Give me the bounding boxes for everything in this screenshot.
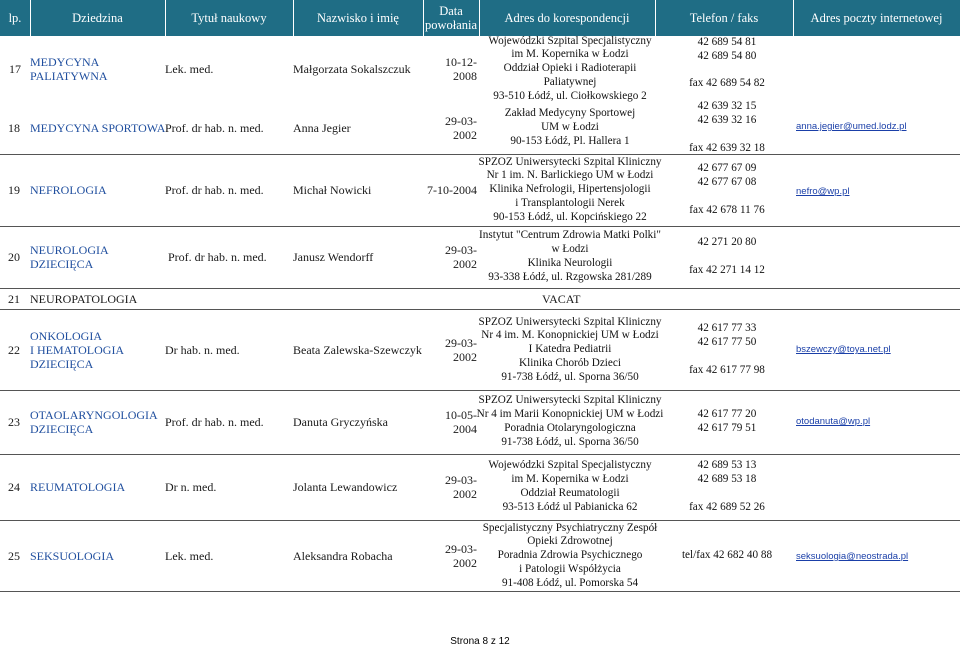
row-nazwisko: Jolanta Lewandowicz [293,480,398,494]
telefon-line: 42 617 77 33 [697,322,757,335]
adres-line: SPZOZ Uniwersytecki Szpital Kliniczny [478,394,662,407]
row-data: 10-05-2004 [445,408,477,436]
telefon-line: fax 42 639 32 18 [689,141,765,154]
dziedzina-line: PALIATYWNA [30,69,108,83]
adres-line: Oddział Reumatologii [520,487,620,499]
header-data-line2: powołania [424,18,478,32]
row-lp: 23 [8,415,20,429]
row-nazwisko: Małgorzata Sokalszczuk [293,62,411,76]
row-dziedzina [30,36,165,102]
row-nazwisko: Aleksandra Robacha [293,549,393,563]
table-row [0,454,960,520]
row-adres [482,454,658,520]
adres-line: 93-510 Łódź, ul. Ciołkowskiego 2 [493,89,647,102]
row-tytul: Lek. med. [165,549,214,563]
row-adres [478,310,662,390]
table-header [0,0,960,36]
dziedzina-line: DZIECIĘCA [30,422,94,436]
adres-line: 91-408 Łódź, ul. Pomorska 54 [501,576,639,589]
row-telefon [658,454,796,520]
telefon-line: fax 42 271 14 12 [689,263,765,276]
telefon-line: 42 617 77 50 [697,336,757,349]
adres-line: i Transplantologii Nerek [515,196,625,209]
adres-line: 90-153 Łódź, Pl. Hallera 1 [510,134,630,147]
adres-line: Opieki Zdrowotnej [527,535,613,548]
adres-line: Specjalistyczny Psychiatryczny Zespół [482,521,658,534]
row-lp: 24 [8,480,20,494]
telefon-line: fax 42 689 52 26 [689,500,765,513]
row-nazwisko: Michał Nowicki [293,183,372,197]
table-row [0,226,960,288]
telefon-line: fax 42 689 54 82 [689,77,765,90]
telefon-line [726,350,729,364]
adres-line: Wojewódzki Szpital Specjalistyczny [488,459,652,472]
row-telefon [658,520,796,592]
email-link[interactable]: nefro@wp.pl [796,186,850,197]
row-data: 29-03-2002 [445,114,477,142]
telefon-line [726,128,729,142]
dziedzina-line: I HEMATOLOGIA [30,343,125,357]
row-data: 29-03-2002 [445,473,477,501]
adres-line: UM w Łodzi [541,121,599,134]
header-dziedzina: Dziedzina [72,11,123,25]
header-data [423,0,479,36]
adres-line: Poradnia Otolaryngologiczna [504,422,636,434]
row-dziedzina: REUMATOLOGIA [30,480,126,494]
row-telefon [658,390,796,454]
row-dziedzina [30,390,165,454]
adres-line: Zakład Medycyny Sportowej [504,107,636,120]
row-data: 7-10-2004 [427,183,477,197]
table-row [0,520,960,592]
adres-line: im M. Kopernika w Łodzi [511,473,629,486]
email-link[interactable]: otodanuta@wp.pl [796,416,871,427]
adres-line: Paliatywnej [543,75,597,88]
adres-line: SPZOZ Uniwersytecki Szpital Kliniczny [478,155,662,168]
adres-line: Klinika Neurologii [527,257,613,269]
row-adres [482,36,658,102]
row-adres [482,520,658,592]
telefon-line [726,250,729,264]
row-data: 10-12-2008 [445,55,477,83]
adres-line: Poradnia Zdrowia Psychicznego [497,549,643,562]
dziedzina-line: MEDYCYNA [30,55,100,69]
row-nazwisko: Beata Zalewska-Szewczyk [293,343,422,357]
dziedzina-line: OTAOLARYNGOLOGIA [30,408,158,422]
row-lp: 21 [8,292,20,306]
row-nazwisko: Danuta Gryczyńska [293,415,388,429]
header-adres: Adres do korespondencji [504,11,630,25]
adres-line: I Katedra Pediatrii [528,343,612,356]
adres-line: Nr 4 im. M. Konopnickiej UM w Łodzi [481,329,659,342]
row-telefon [658,226,796,288]
telefon-line: 42 689 54 80 [697,49,757,62]
telefon-line: 42 271 20 80 [697,236,757,249]
row-dziedzina: MEDYCYNA SPORTOWA [30,121,166,135]
telefon-line: 42 639 32 15 [697,100,757,113]
row-tytul: Lek. med. [165,62,214,76]
row-telefon [658,154,796,226]
telefon-line [726,64,729,78]
telefon-line: 42 677 67 08 [697,176,757,189]
table-row [0,102,960,154]
page-footer: Strona 8 z 12 [450,636,510,647]
row-lp: 19 [8,183,20,197]
adres-line: Wojewódzki Szpital Specjalistyczny [488,34,652,47]
telefon-line: 42 689 53 13 [697,459,757,472]
row-lp: 18 [8,121,20,135]
table-row [0,154,960,226]
dziedzina-line: ONKOLOGIA [30,329,102,343]
adres-line: 91-738 Łódź, ul. Sporna 36/50 [501,370,639,383]
row-adres [476,390,664,454]
adres-line: i Patologii Współżycia [519,562,621,575]
adres-line: w Łodzi [551,243,589,256]
row-adres [482,102,658,154]
table-row [0,288,960,310]
header-nazwisko: Nazwisko i imię [317,11,399,25]
row-nazwisko: Anna Jegier [293,121,351,135]
adres-line: Klinika Chorób Dzieci [519,356,621,369]
adres-line: 93-513 Łódź ul Pabianicka 62 [502,500,638,513]
row-telefon [658,102,796,154]
email-link[interactable]: seksuologia@neostrada.pl [796,551,909,562]
row-tytul: Dr n. med. [165,480,217,494]
row-data: 29-03-2002 [445,336,477,364]
row-tytul: Prof. dr hab. n. med. [165,415,264,429]
header-email: Adres poczty internetowej [810,11,943,25]
row-telefon [658,36,796,102]
row-tytul: Dr hab. n. med. [165,343,240,357]
row-lp: 17 [9,62,21,76]
adres-line: Klinika Nefrologii, Hipertensjologii [489,183,651,196]
header-telefon: Telefon / faks [689,11,759,25]
row-dziedzina: SEKSUOLOGIA [30,549,114,563]
row-lp: 22 [8,343,20,357]
row-dziedzina: NEFROLOGIA [30,183,107,197]
row-tytul: Prof. dr hab. n. med. [165,121,264,135]
dziedzina-line: DZIECIĘCA [30,357,94,371]
row-dziedzina: NEUROPATOLOGIA [30,292,138,306]
telefon-line: 42 639 32 16 [697,114,757,127]
header-lp: lp. [8,11,22,25]
telefon-line: tel/fax 42 682 40 88 [681,549,773,562]
row-data: 29-03-2002 [445,542,477,570]
adres-line: 90-153 Łódź, ul. Kopcińskiego 22 [493,210,647,223]
header-tytul: Tytuł naukowy [191,11,267,25]
row-telefon [658,310,796,390]
table-row [0,310,960,390]
row-nazwisko: Janusz Wendorff [293,250,374,264]
telefon-line: fax 42 617 77 98 [689,363,765,376]
table-row [0,36,960,102]
row-tytul: Prof. dr hab. n. med. [168,250,267,264]
email-link[interactable]: bszewczy@toya.net.pl [796,344,891,355]
telefon-line: 42 677 67 09 [697,162,757,175]
telefon-line [726,190,729,204]
row-dziedzina: NEUROLOGIA DZIECIĘCA [30,243,108,271]
row-adres [478,154,662,226]
row-data: 29-03-2002 [445,243,477,271]
vacat-label: VACAT [542,292,581,306]
row-adres [479,226,661,288]
adres-line: SPZOZ Uniwersytecki Szpital Kliniczny [478,315,662,328]
telefon-line: fax 42 678 11 76 [689,203,765,216]
adres-line: 91-738 Łódź, ul. Sporna 36/50 [501,435,639,448]
row-tytul: Prof. dr hab. n. med. [165,183,264,197]
adres-line: Oddział Opieki i Radioterapii [503,62,637,75]
adres-line: 93-338 Łódź, ul. Rzgowska 281/289 [488,270,652,283]
telefon-line: 42 689 53 18 [697,473,757,486]
telefon-line [726,487,729,501]
adres-line: Nr 1 im. N. Barlickiego UM w Łodzi [486,169,654,182]
row-lp: 20 [8,250,20,264]
row-lp: 25 [8,549,20,563]
row-dziedzina [30,310,165,390]
telefon-line: 42 617 79 51 [697,422,757,434]
table-row [0,390,960,454]
header-data-line1: Data [439,4,463,18]
adres-line: Nr 4 im Marii Konopnickiej UM w Łodzi [476,408,664,421]
telefon-line: 42 689 54 81 [697,36,757,48]
email-link[interactable]: anna.jegier@umed.lodz.pl [796,121,907,132]
adres-line: Instytut "Centrum Zdrowia Matki Polki" [479,229,661,242]
telefon-line: 42 617 77 20 [697,408,757,421]
adres-line: im M. Kopernika w Łodzi [511,48,629,61]
